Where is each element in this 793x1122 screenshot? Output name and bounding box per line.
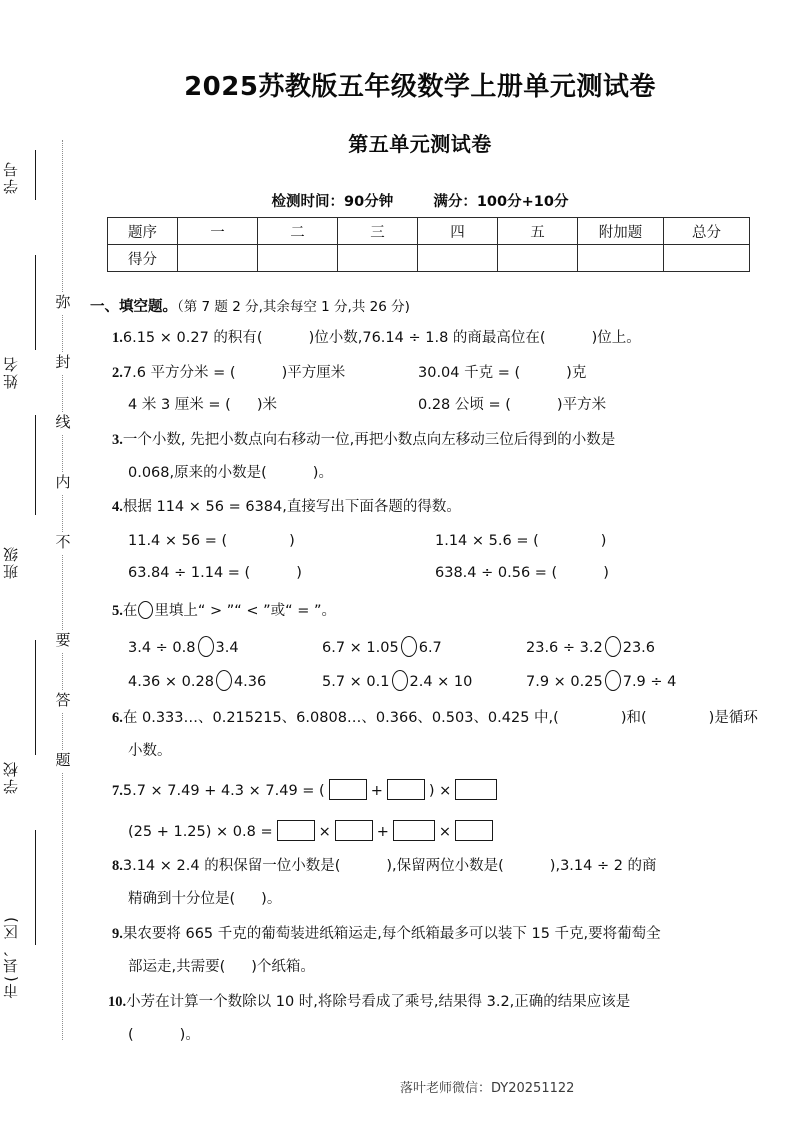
q5-circle-4[interactable] (216, 670, 232, 691)
score-input-cell[interactable] (178, 245, 258, 272)
q8-l1-c: ),3.14 ÷ 2 的商 (549, 858, 657, 874)
question-6-line2 (128, 744, 172, 759)
question-number: 4. (112, 499, 123, 515)
q5-r1c1-left: 3.4 ÷ 0.8 (128, 640, 196, 656)
q5-r1c2-right: 6.7 (418, 640, 442, 656)
q7-l1-b: ) × (428, 783, 452, 799)
exam-score-label: 满分：100分+10分 (433, 194, 569, 210)
q10-line1: 小芳在计算一个数除以 10 时,将除号看成了乘号,结果得 3.2,正确的结果应该是 (126, 994, 631, 1010)
info-rule-1 (35, 150, 36, 200)
question-5-r2c2 (322, 670, 472, 691)
q4-r2c1-end: ) (296, 565, 302, 581)
q5-circle-5[interactable] (392, 670, 408, 691)
q8-l2-b: )。 (261, 891, 282, 907)
question-number: 1. (112, 330, 123, 346)
score-cell: 五 (498, 218, 578, 245)
score-cell: 题序 (108, 218, 178, 245)
seal-char-4: 内 (52, 472, 74, 494)
seal-char-8: 题 (52, 750, 74, 772)
q2-l1-d: )克 (566, 365, 587, 381)
q2-l2-a: 4 米 3 厘米 = ( (128, 397, 231, 413)
question-number: 8. (112, 858, 123, 874)
q2-l2-c: 0.28 公顷 = ( (418, 397, 511, 413)
score-input-cell[interactable] (338, 245, 418, 272)
q6-l1-c: )是循环 (708, 710, 758, 726)
score-input-cell[interactable] (664, 245, 750, 272)
info-label-city: 市(县、区) (2, 915, 20, 999)
exam-time-label: 检测时间：90分钟 (271, 194, 394, 210)
question-6 (112, 711, 758, 726)
score-cell: 一 (178, 218, 258, 245)
q5-r1c1-right: 3.4 (215, 640, 239, 656)
info-label-name: 姓名 (2, 355, 20, 389)
q4-r1c2: 1.14 × 5.6 = ( (435, 533, 539, 549)
question-number: 10. (108, 994, 127, 1010)
question-7 (112, 779, 501, 800)
question-8-line2 (128, 892, 281, 907)
question-2-line2-right (418, 398, 606, 413)
page-title: 2025苏教版五年级数学上册单元测试卷 (184, 72, 656, 102)
question-10 (108, 995, 630, 1010)
seal-margin (0, 0, 90, 1122)
score-input-cell[interactable] (258, 245, 338, 272)
question-2-right (418, 366, 586, 381)
seal-char-1: 弥 (52, 292, 74, 314)
question-5 (112, 601, 336, 619)
question-4-r1c2 (435, 534, 606, 549)
q2-l2-b: )米 (256, 397, 277, 413)
q10-l2-b: )。 (179, 1027, 200, 1043)
q5-r2c2-right: 2.4 × 10 (409, 674, 473, 690)
info-label-student-id: 学号 (2, 160, 20, 194)
q5-circle-6[interactable] (605, 670, 621, 691)
question-2 (112, 366, 345, 381)
score-cell: 二 (258, 218, 338, 245)
question-2-line2 (128, 398, 277, 413)
exam-sheet (90, 0, 793, 1122)
table-row-score (108, 245, 750, 272)
q7-l2-times1: × (318, 824, 331, 840)
question-4 (112, 500, 461, 515)
q4-r1c1-end: ) (289, 533, 295, 549)
q8-l2-a: 精确到十分位是( (128, 891, 236, 907)
seal-char-6: 要 (52, 630, 74, 652)
question-8 (112, 859, 657, 874)
question-1 (112, 331, 641, 346)
question-4-r1c1 (128, 534, 295, 549)
q7-box-5[interactable] (335, 820, 373, 841)
q3-l2-b: )。 (312, 465, 333, 481)
q4-r1c2-end: ) (600, 533, 607, 549)
q1-text-c: )位上。 (591, 330, 641, 346)
question-4-r2c2 (435, 566, 609, 581)
q9-line1: 果农要将 665 千克的葡萄装进纸箱运走,每个纸箱最多可以装下 15 千克,要将葡萄全 (122, 926, 661, 942)
q5-circle-2[interactable] (401, 636, 417, 657)
q9-l2-b: )个纸箱。 (251, 959, 315, 975)
score-cell: 四 (418, 218, 498, 245)
q2-l1-a: 7.6 平方分米 = ( (122, 365, 236, 381)
section-label: 一、填空题。 (90, 299, 177, 315)
q5-r1c3-right: 23.6 (622, 640, 656, 656)
q3-line1: 一个小数, 先把小数点向右移动一位,再把小数点向左移动三位后得到的小数是 (122, 432, 616, 448)
seal-char-2: 封 (52, 352, 74, 374)
q4-prompt: 根据 114 × 56 = 6384,直接写出下面各题的得数。 (122, 499, 461, 515)
info-rule-4 (35, 640, 36, 755)
q8-l1-a: 3.14 × 2.4 的积保留一位小数是( (122, 858, 341, 874)
q5-circle-1[interactable] (198, 636, 214, 657)
info-label-class: 班级 (2, 545, 20, 579)
question-number: 5. (112, 603, 123, 619)
q2-l1-c: 30.04 千克 = ( (418, 365, 521, 381)
q7-l2-times2: × (438, 824, 452, 840)
question-number: 2. (112, 365, 123, 381)
seal-dotted-line (62, 140, 63, 1040)
section-heading-fill-in-blanks (90, 295, 410, 316)
q7-box-6[interactable] (393, 820, 435, 841)
question-4-r2c1 (128, 566, 302, 581)
table-row-header (108, 218, 750, 245)
q5-r2c1-left: 4.36 × 0.28 (128, 674, 214, 690)
q8-l1-b: ),保留两位小数是( (386, 858, 504, 874)
q9-l2-a: 部运走,共需要( (128, 959, 226, 975)
score-cell: 附加题 (578, 218, 664, 245)
score-input-cell[interactable] (418, 245, 498, 272)
q7-l2-a: (25 + 1.25) × 0.8 = (128, 824, 273, 840)
info-rule-2 (35, 255, 36, 350)
q4-r2c2: 638.4 ÷ 0.56 = ( (435, 565, 558, 581)
score-cell: 总分 (664, 218, 750, 245)
q5-r1c3-left: 23.6 ÷ 3.2 (526, 640, 603, 656)
info-rule-3 (35, 415, 36, 515)
q3-l2-a: 0.068,原来的小数是( (128, 465, 267, 481)
section-note: （第 7 题 2 分,其余每空 1 分,共 26 分) (177, 299, 410, 315)
info-label-school: 学校 (2, 760, 20, 794)
q6-l1-b: )和( (620, 710, 647, 726)
question-3 (112, 433, 615, 448)
q4-r2c2-end: ) (603, 565, 609, 581)
question-7-line2 (128, 820, 497, 841)
q4-r2c1: 63.84 ÷ 1.14 = ( (128, 565, 251, 581)
q5-r1c2-left: 6.7 × 1.05 (322, 640, 399, 656)
question-number: 6. (112, 710, 123, 726)
q1-text-a: 6.15 × 0.27 的积有( (122, 330, 263, 346)
question-5-r1c2 (322, 636, 442, 657)
question-5-r2c1 (128, 670, 266, 691)
q7-box-4[interactable] (277, 820, 315, 841)
question-5-r2c3 (526, 670, 676, 691)
q7-l1-plus: + (370, 783, 383, 799)
q7-box-1[interactable] (329, 779, 367, 800)
q6-line2: 小数。 (128, 743, 172, 759)
q5-prompt-b: 里填上“ > ”“ < ”或“ = ”。 (154, 603, 337, 619)
question-9-line2 (128, 960, 315, 975)
score-table (107, 217, 750, 272)
seal-char-3: 线 (52, 412, 74, 434)
question-5-r1c3 (526, 636, 655, 657)
question-5-r1c1 (128, 636, 239, 657)
q2-l1-b: )平方厘米 (281, 365, 346, 381)
q5-r2c3-right: 7.9 ÷ 4 (622, 674, 677, 690)
q5-prompt-a: 在 (122, 603, 138, 619)
seal-char-7: 答 (52, 690, 74, 712)
q4-r1c1: 11.4 × 56 = ( (128, 533, 228, 549)
q7-l2-plus: + (376, 824, 389, 840)
q5-r2c3-left: 7.9 × 0.25 (526, 674, 603, 690)
q1-text-b: )位小数,76.14 ÷ 1.8 的商最高位在( (308, 330, 546, 346)
q7-box-7[interactable] (455, 820, 493, 841)
question-number: 7. (112, 783, 123, 799)
page-subtitle: 第五单元测试卷 (348, 132, 492, 156)
exam-meta (90, 190, 750, 211)
info-rule-5 (35, 830, 36, 945)
footer-watermark: 落叶老师微信：DY20251122 (400, 1081, 575, 1096)
score-cell: 三 (338, 218, 418, 245)
q6-l1-a: 在 0.333…、0.215215、6.0808…、0.366、0.503、0.425 中,( (122, 710, 559, 726)
q5-r2c1-right: 4.36 (233, 674, 267, 690)
q7-box-3[interactable] (455, 779, 497, 800)
question-number: 9. (112, 926, 123, 942)
question-3-line2 (128, 466, 333, 481)
score-cell: 得分 (108, 245, 178, 272)
q2-l2-d: )平方米 (556, 397, 607, 413)
q7-box-2[interactable] (387, 779, 425, 800)
question-9 (112, 927, 661, 942)
q7-l1-a: 5.7 × 7.49 + 4.3 × 7.49 = ( (122, 783, 325, 799)
question-10-line2 (128, 1028, 200, 1043)
question-number: 3. (112, 432, 123, 448)
seal-char-5: 不 (52, 532, 74, 554)
q5-prompt-circle (138, 601, 153, 619)
q10-l2-a: ( (128, 1027, 134, 1043)
q5-r2c2-left: 5.7 × 0.1 (322, 674, 390, 690)
score-input-cell[interactable] (498, 245, 578, 272)
score-input-cell[interactable] (578, 245, 664, 272)
q5-circle-3[interactable] (605, 636, 621, 657)
